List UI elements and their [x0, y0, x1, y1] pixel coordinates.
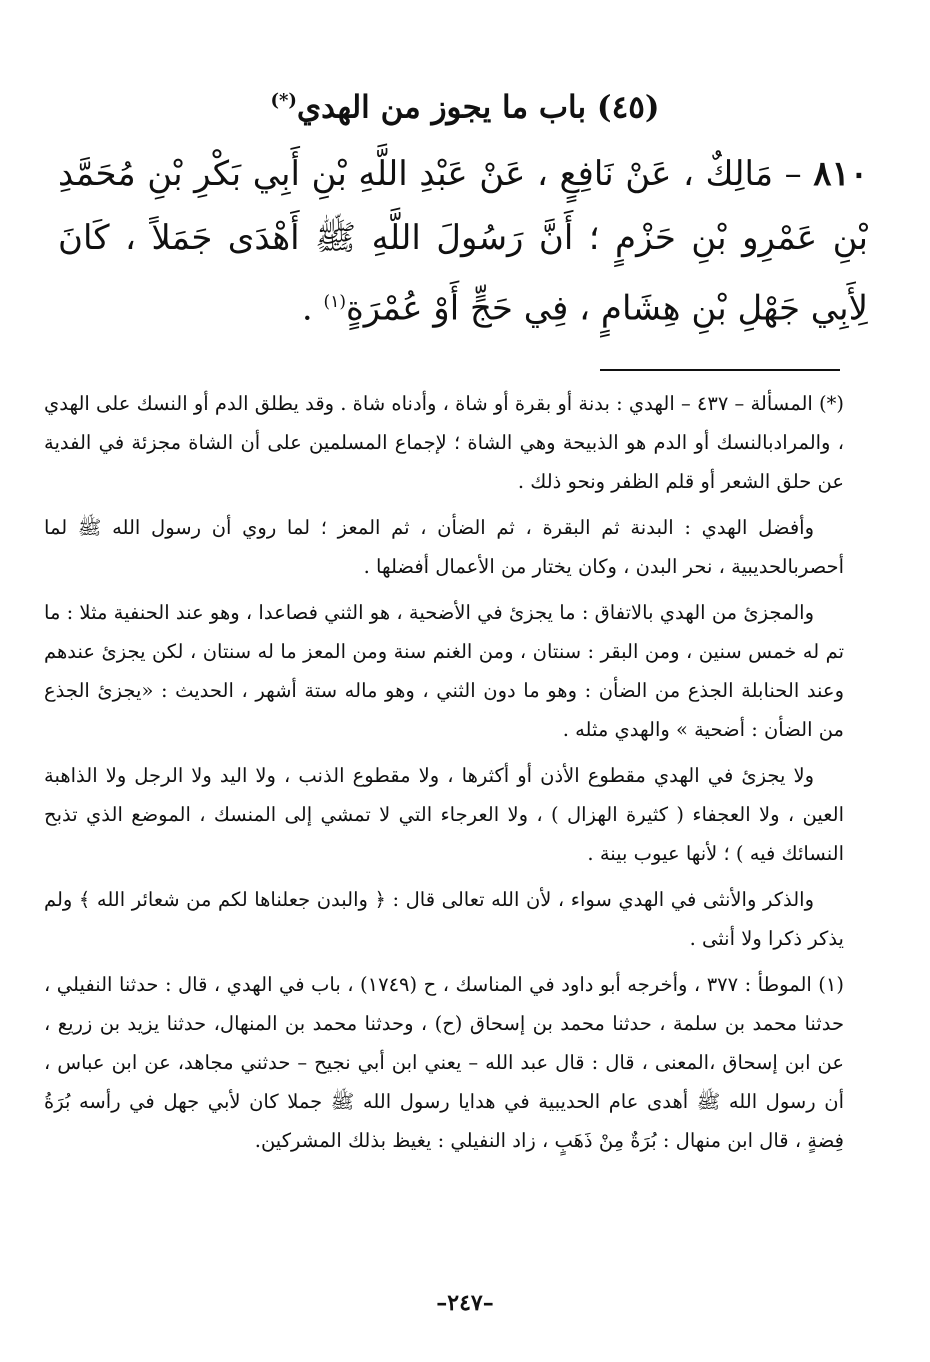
footnote-paragraph: (١) الموطأ : ٣٧٧ ، وأخرجه أبو داود في المناسك ، ح (١٧٤٩) ، باب في الهدي ، قال : حدثنا النفيلي ، حدثنا محمد بن سلمة ، حدثنا محمد بن إسحاق (ح) ، وحدثنا محمد بن المنهال، حدثنا يزيد بن زريع ، عن ابن إسحاق ،المعنى ، قال : قال عبد الله – يعني ابن أبي نجيح – حدثني مجاهد، عن ابن عباس ، أن رسول الله ﷺ أهدى عام الحديبية في هدايا رسول الله ﷺ جملا كان لأبي جهل في رأسه بُرَةُ فِضةٍ ، قال ابن منهال : بُرَةٌ مِنْ ذَهَبٍ ، زاد النفيلي : يغيظ بذلك المشركين. — [44, 973, 844, 1152]
hadith-end: . — [301, 288, 324, 329]
hadith-number: ٨١٠ — [813, 154, 868, 194]
footnotes — [44, 384, 844, 1167]
footnote-separator — [600, 369, 840, 371]
chapter-title: (٤٥) باب ما يجوز من الهدي — [296, 89, 660, 126]
page-number: –٢٤٧– — [436, 1290, 494, 1316]
footnote-reference: (١) — [323, 292, 346, 312]
footnote-paragraph: ولا يجزئ في الهدي مقطوع الأذن أو أكثرها ، ولا مقطوع الذنب ، ولا اليد ولا الرجل ولا الذاهبة العين ، ولا العجفاء ( كثيرة الهزال ) ، ولا العرجاء التي لا تمشي إلى المنسك ، الموضع الذي تذبح النسائك فيه ) ؛ لأنها عيوب بينة . — [44, 764, 844, 865]
hadith-body: – مَالِكٌ ، عَنْ نَافِعٍ ، عَنْ عَبْدِ اللَّهِ بْنِ أَبِي بَكْرِ بْنِ مُحَمَّدِ بْنِ عَمْرِو بْنِ حَزْمٍ ؛ أَنَّ رَسُولَ اللَّهِ ﷺ أَهْدَى جَمَلاً ، كَانَ لِأَبِي جَهْلِ بْنِ هِشَامٍ ، فِي حَجٍّ أَوْ عُمْرَةٍ — [58, 154, 868, 329]
footnote-paragraph: (*) المسألة – ٤٣٧ – الهدي : بدنة أو بقرة أو شاة ، وأدناه شاة . وقد يطلق الدم أو النسك على الهدي ، والمرادبالنسك أو الدم هو الذبيحة وهي الشاة ؛ لإجماع المسلمين على أن الشاة مجزئة في الفدية عن حلق الشعر أو قلم الظفر ونحو ذلك . — [44, 392, 844, 493]
footnote-paragraph: والذكر والأنثى في الهدي سواء ، لأن الله تعالى قال : ﴿ والبدن جعلناها لكم من شعائر الله ﴾ ولم يذكر ذكرا ولا أنثى . — [44, 888, 844, 950]
heading-footnote-mark: (*) — [270, 90, 297, 111]
footnote-paragraph: وأفضل الهدي : البدنة ثم البقرة ، ثم الضأن ، ثم المعز ؛ لما روي أن رسول الله ﷺ لما أحصربالحديبية ، نحر البدن ، وكان يختار من الأعمال أفضلها . — [44, 516, 844, 578]
hadith-text — [58, 142, 868, 340]
chapter-heading — [40, 78, 890, 130]
footnote-paragraph: والمجزئ من الهدي بالاتفاق : ما يجزئ في الأضحية ، هو الثني فصاعدا ، وهو عند الحنفية مثلا : ما تم له خمس سنين ، ومن البقر : سنتان ، ومن الغنم سنة ومن المعز ما له سنتان ، لكن يجزئ عندهم وعند الحنابلة الجذع من الضأن : وهو ما دون الثني ، وهو ماله ستة أشهر ، الحديث : «يجزئ الجذع من الضأن : أضحية » والهدي مثله . — [44, 601, 844, 741]
